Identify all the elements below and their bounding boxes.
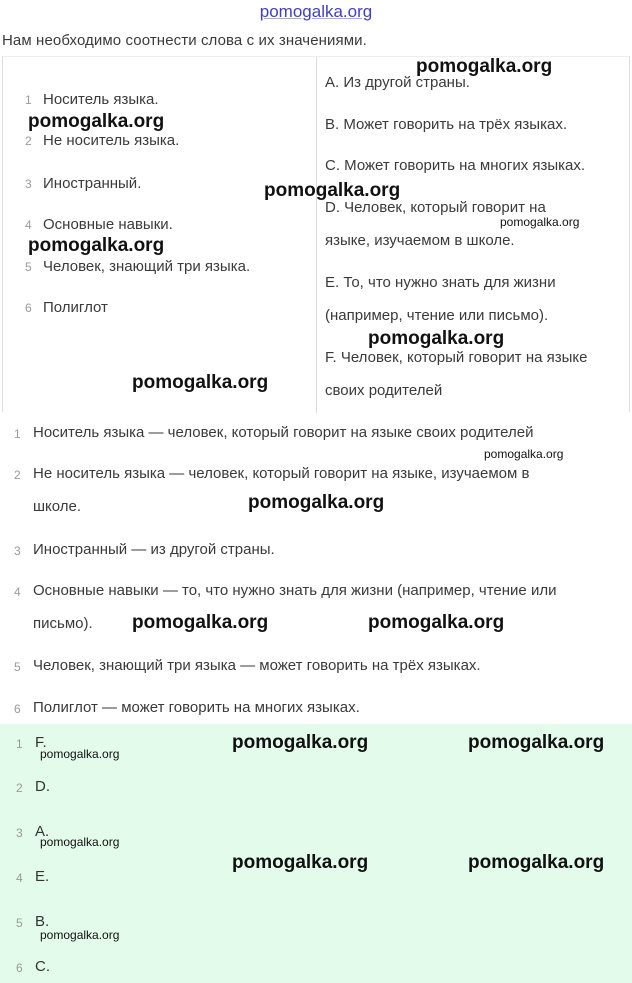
- key-item: [0, 776, 632, 802]
- item-number: 6: [16, 961, 23, 975]
- item-number: 4: [25, 218, 32, 232]
- key-letter: D.: [35, 778, 50, 795]
- watermark-text: pomogalka.org: [484, 447, 564, 461]
- answer-text: Полиглот — может говорить на многих языках.: [33, 699, 360, 716]
- item-number: 2: [14, 468, 21, 482]
- task-left-item: [3, 130, 313, 154]
- watermark-text: pomogalka.org: [232, 732, 369, 753]
- item-text: Основные навыки.: [43, 216, 173, 233]
- task-right-line: F. Человек, который говорит на языке: [325, 349, 588, 366]
- key-letter: C.: [35, 958, 50, 975]
- task-right-line: D. Человек, который говорит на: [325, 199, 546, 216]
- watermark-text: pomogalka.org: [232, 852, 369, 873]
- task-right-line: своих родителей: [325, 382, 443, 399]
- answer-text: Носитель языка — человек, который говорит на языке своих родителей: [33, 424, 534, 441]
- watermark-text: pomogalka.org: [132, 612, 269, 633]
- item-number: 6: [25, 301, 32, 315]
- column-divider: [316, 57, 317, 413]
- task-left-item: [3, 256, 313, 280]
- watermark-text: pomogalka.org: [264, 180, 401, 201]
- key-letter: A.: [35, 823, 50, 840]
- watermark-text: pomogalka.org: [40, 835, 120, 849]
- item-text: Полиглот: [43, 299, 108, 316]
- site-header: [0, 0, 632, 26]
- task-left-item: [3, 89, 313, 113]
- answer-text: Не носитель языка — человек, который говорит на языке, изучаемом в: [33, 465, 530, 482]
- watermark-text: pomogalka.org: [416, 56, 553, 77]
- item-number: 4: [16, 871, 23, 885]
- watermark-text: pomogalka.org: [132, 372, 269, 393]
- answer-text: Основные навыки — то, что нужно знать для жизни (например, чтение или: [33, 582, 557, 599]
- item-number: 2: [16, 781, 23, 795]
- watermark-text: pomogalka.org: [248, 492, 385, 513]
- watermark-text: pomogalka.org: [40, 928, 120, 942]
- task-right-line: C. Может говорить на многих языках.: [325, 157, 586, 174]
- item-number: 5: [25, 260, 32, 274]
- watermark-text: pomogalka.org: [28, 111, 165, 132]
- item-text: Человек, знающий три языка.: [43, 258, 251, 275]
- item-text: Не носитель языка.: [43, 132, 180, 149]
- watermark-text: pomogalka.org: [40, 747, 120, 761]
- task-right-line: B. Может говорить на трёх языках.: [325, 116, 567, 133]
- watermark-text: pomogalka.org: [468, 852, 605, 873]
- task-right-line: (например, чтение или письмо).: [325, 307, 549, 324]
- key-item: [0, 956, 632, 982]
- task-table: [2, 56, 630, 412]
- task-right-line: языке, изучаемом в школе.: [325, 232, 515, 249]
- answer-text: Иностранный — из другой страны.: [33, 541, 275, 558]
- item-number: 3: [14, 544, 21, 558]
- item-number: 2: [25, 134, 32, 148]
- item-number: 6: [14, 702, 21, 716]
- item-text: Носитель языка.: [43, 91, 159, 108]
- answer-text-continued: школе.: [33, 498, 82, 515]
- item-number: 1: [16, 737, 23, 751]
- answer-text: Человек, знающий три языка — может говорить на трёх языках.: [33, 657, 481, 674]
- task-right-line: E. То, что нужно знать для жизни: [325, 274, 556, 291]
- item-number: 5: [16, 916, 23, 930]
- watermark-text: pomogalka.org: [368, 328, 505, 349]
- item-number: 4: [14, 585, 21, 599]
- watermark-text: pomogalka.org: [28, 235, 165, 256]
- task-right-line: A. Из другой страны.: [325, 74, 470, 91]
- watermark-text: pomogalka.org: [500, 215, 580, 229]
- answer-text-continued: письмо).: [33, 615, 93, 632]
- item-number: 1: [25, 93, 32, 107]
- key-letter: E.: [35, 868, 50, 885]
- item-number: 5: [14, 660, 21, 674]
- item-number: 3: [25, 177, 32, 191]
- item-number: 1: [14, 427, 21, 441]
- task-left-item: [3, 297, 313, 321]
- site-link[interactable]: pomogalka.org: [259, 2, 373, 21]
- watermark-text: pomogalka.org: [368, 612, 505, 633]
- watermark-text: pomogalka.org: [468, 732, 605, 753]
- intro-text: Нам необходимо соотнести слова с их значениями.: [2, 32, 367, 49]
- key-letter: F.: [35, 734, 47, 751]
- item-text: Иностранный.: [43, 175, 142, 192]
- key-letter: B.: [35, 913, 50, 930]
- item-number: 3: [16, 826, 23, 840]
